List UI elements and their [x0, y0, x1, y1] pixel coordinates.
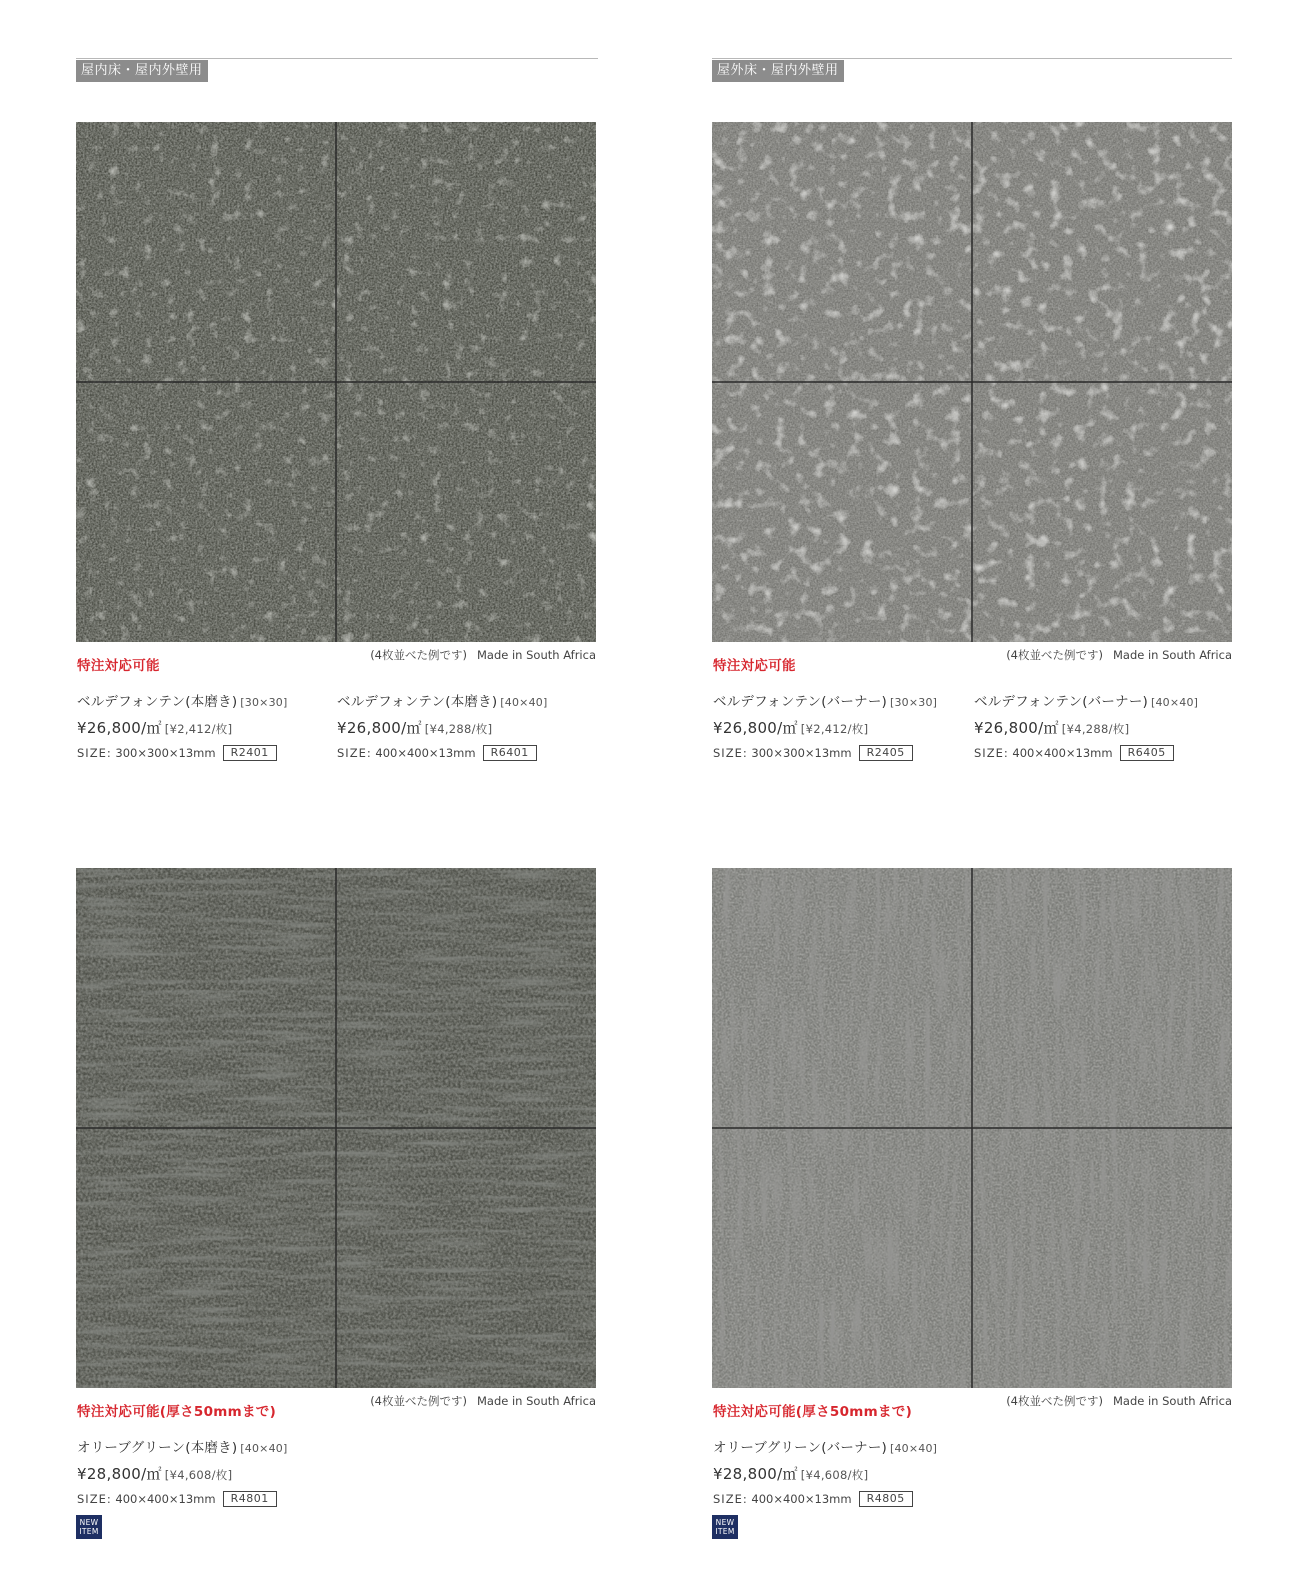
product-name: ベルデフォンテン(バーナー) [30×30]: [713, 694, 938, 710]
size-label: SIZE:: [77, 1492, 112, 1506]
product-size-tag: [30×30]: [240, 696, 288, 709]
product-name: オリーブグリーン(バーナー) [40×40]: [713, 1440, 938, 1456]
product-name: ベルデフォンテン(本磨き) [40×40]: [337, 694, 548, 710]
caption-example: (4枚並べた例です): [1006, 648, 1103, 662]
product-price: ¥26,800/㎡ [¥2,412/枚]: [77, 719, 233, 737]
size-value: 400×400×13mm: [115, 1492, 216, 1506]
caption-example: (4枚並べた例です): [1006, 1394, 1103, 1408]
photo-caption: [370, 647, 596, 663]
caption-origin: Made in South Africa: [476, 1394, 596, 1408]
photo-caption: [1006, 1393, 1232, 1409]
product-photo-olive-green-polished: [76, 868, 596, 1388]
special-order-note: 特注対応可能(厚さ50mmまで): [77, 1404, 277, 1420]
caption-origin: Made in South Africa: [1112, 1394, 1232, 1408]
product-price: ¥26,800/㎡ [¥2,412/枚]: [713, 719, 869, 737]
size-label: SIZE:: [713, 1492, 748, 1506]
size-value: 400×400×13mm: [1012, 746, 1113, 760]
photo-caption: [1006, 647, 1232, 663]
caption-origin: Made in South Africa: [1112, 648, 1232, 662]
product-size-tag: [40×40]: [500, 696, 548, 709]
caption-example: (4枚並べた例です): [370, 648, 467, 662]
product-name: ベルデフォンテン(本磨き) [30×30]: [77, 694, 288, 710]
tile-joint-horizontal: [76, 381, 596, 383]
price-per-piece: [¥4,608/枚]: [164, 1468, 233, 1482]
product-item: [77, 1436, 288, 1507]
price-per-piece: [¥4,288/枚]: [424, 722, 493, 736]
product-item: [974, 690, 1198, 761]
caption-origin: Made in South Africa: [476, 648, 596, 662]
product-price: ¥26,800/㎡ [¥4,288/枚]: [337, 719, 493, 737]
right-header-rule: [712, 58, 1232, 59]
product-price: ¥26,800/㎡ [¥4,288/枚]: [974, 719, 1130, 737]
photo-caption: [370, 1393, 596, 1409]
product-size: [713, 1491, 937, 1507]
price-per-piece: [¥2,412/枚]: [800, 722, 869, 736]
special-order-note: 特注対応可能(厚さ50mmまで): [713, 1404, 913, 1420]
product-photo-verde-fontaine-polished: [76, 122, 596, 642]
product-size-tag: [40×40]: [1150, 696, 1199, 709]
size-label: SIZE:: [974, 746, 1009, 760]
size-value: 400×400×13mm: [375, 746, 476, 760]
special-order-note: 特注対応可能: [713, 658, 796, 674]
product-size: [713, 745, 937, 761]
product-name: オリーブグリーン(本磨き) [40×40]: [77, 1440, 288, 1456]
size-value: 300×300×13mm: [115, 746, 216, 760]
size-value: 400×400×13mm: [751, 1492, 852, 1506]
product-code: R6401: [483, 745, 537, 761]
product-size: [974, 745, 1198, 761]
product-size-tag: [30×30]: [889, 696, 938, 709]
product-item: [713, 690, 937, 761]
product-item: [337, 690, 548, 761]
size-label: SIZE:: [77, 746, 112, 760]
size-label: SIZE:: [713, 746, 748, 760]
right-category-label: 屋外床・屋内外壁用: [712, 60, 844, 82]
product-size-tag: [40×40]: [889, 1442, 938, 1455]
left-header-rule: [76, 58, 598, 59]
product-code: R4801: [223, 1491, 277, 1507]
product-price: ¥28,800/㎡ [¥4,608/枚]: [77, 1465, 233, 1483]
price-per-piece: [¥2,412/枚]: [164, 722, 233, 736]
product-code: R4805: [859, 1491, 913, 1507]
product-photo-verde-fontaine-flamed: [712, 122, 1232, 642]
left-category-label: 屋内床・屋内外壁用: [76, 60, 208, 82]
special-order-note: 特注対応可能: [77, 658, 160, 674]
product-code: R6405: [1120, 745, 1174, 761]
product-code: R2405: [859, 745, 913, 761]
product-size-tag: [40×40]: [240, 1442, 288, 1455]
product-name: ベルデフォンテン(バーナー) [40×40]: [974, 694, 1199, 710]
caption-example: (4枚並べた例です): [370, 1394, 467, 1408]
product-size: [77, 1491, 288, 1507]
new-item-badge: NEW ITEM: [712, 1515, 738, 1539]
product-price: ¥28,800/㎡ [¥4,608/枚]: [713, 1465, 869, 1483]
price-per-piece: [¥4,288/枚]: [1061, 722, 1130, 736]
product-photo-olive-green-flamed: [712, 868, 1232, 1388]
tile-joint-horizontal: [712, 381, 1232, 383]
size-label: SIZE:: [337, 746, 372, 760]
product-code: R2401: [223, 745, 277, 761]
product-item: [713, 1436, 937, 1507]
product-size: [337, 745, 548, 761]
product-item: [77, 690, 288, 761]
product-size: [77, 745, 288, 761]
price-per-piece: [¥4,608/枚]: [800, 1468, 869, 1482]
new-item-badge: NEW ITEM: [76, 1515, 102, 1539]
tile-joint-horizontal: [712, 1127, 1232, 1129]
tile-joint-horizontal: [76, 1127, 596, 1129]
size-value: 300×300×13mm: [751, 746, 852, 760]
